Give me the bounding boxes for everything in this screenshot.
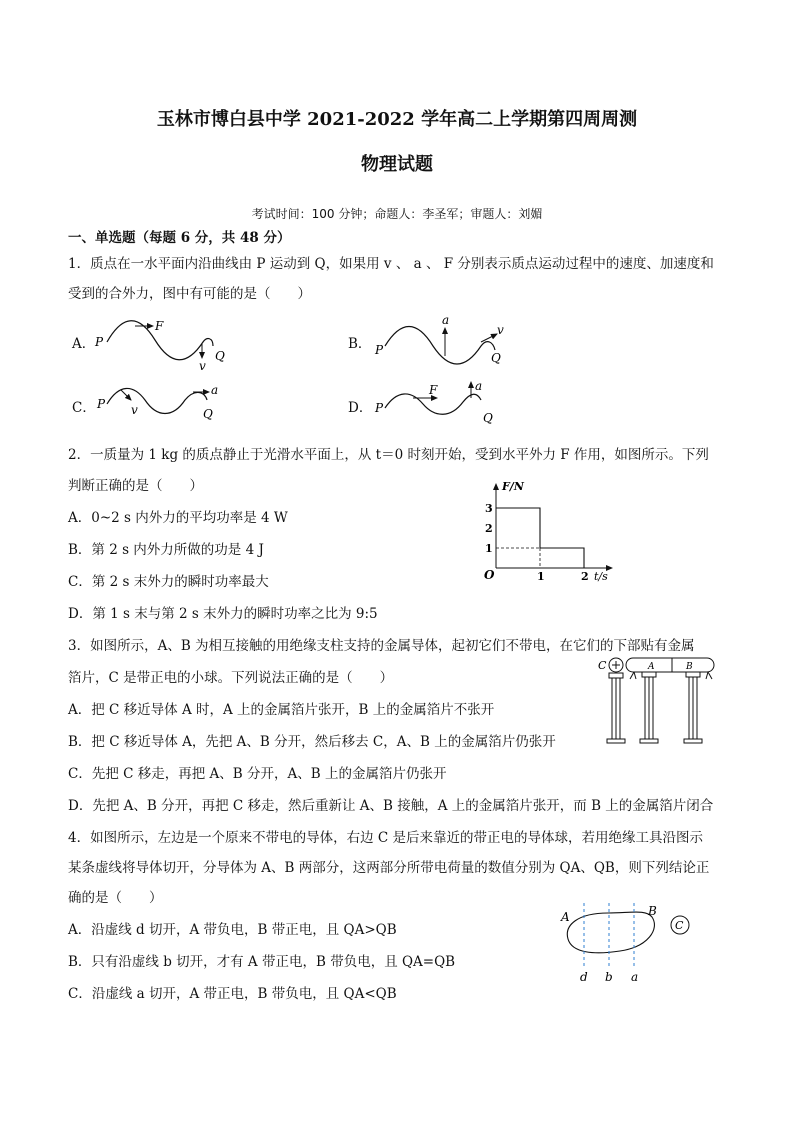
q4-label-a-line: a: [631, 970, 639, 984]
q1-diagram-d: [373, 378, 513, 438]
chart-y-label: F/N: [502, 480, 524, 493]
q4-option-c: C．沿虚线 a 切开，A 带正电，B 带负电，且 QA<QB: [68, 986, 397, 1002]
q2-option-d: D．第 1 s 末与第 2 s 末外力的瞬时功率之比为 9:5: [68, 606, 378, 622]
q1-option-d-label: D．: [348, 400, 373, 416]
q1b-label-v: v: [497, 323, 504, 337]
q1d-label-f: F: [429, 383, 438, 397]
q3-stem-line1: 3．如图所示，A、B 为相互接触的用绝缘支柱支持的金属导体，起初它们不带电，在它们的下部贴有金属: [68, 638, 695, 654]
chart-y-tick-1: 1: [485, 542, 493, 555]
q2-stem-line1: 2．一质量为 1 kg 的质点静止于光滑水平面上，从 t＝0 时刻开始，受到水平外力 F 作用，如图所示。下列: [68, 447, 709, 463]
q1a-label-f: F: [155, 319, 164, 333]
q3-conductor-diagram: [596, 655, 716, 745]
q4-conductor-diagram: [558, 903, 698, 983]
q4-stem-line2: 某条虚线将导体切开，分导体为 A、B 两部分，这两部分所带电荷量的数值分别为 QA、QB，则下列结论正: [68, 860, 710, 876]
q1-option-c-label: C．: [72, 400, 96, 416]
q4-stem-line1: 4．如图所示，左边是一个原来不带电的导体，右边 C 是后来靠近的带正电的导体球，若用绝缘工具沿图示: [68, 830, 703, 846]
q1d-label-q: Q: [483, 411, 493, 425]
q1b-label-p: P: [375, 343, 384, 357]
q3-option-a: A．把 C 移近导体 A 时，A 上的金属箔片张开，B 上的金属箔片不张开: [68, 702, 495, 718]
q3-option-c: C．先把 C 移走，再把 A、B 分开，A、B 上的金属箔片仍张开: [68, 766, 447, 782]
q2-stem-line2: 判断正确的是（ ）: [68, 478, 203, 494]
q1a-label-q: Q: [215, 349, 225, 363]
q4-label-a-part: A: [561, 910, 570, 924]
chart-origin: O: [484, 568, 495, 582]
q3-label-a: A: [648, 662, 655, 672]
q4-label-b-line: b: [605, 970, 613, 984]
q1c-label-a: a: [211, 383, 219, 397]
q1a-label-p: P: [95, 335, 104, 349]
q4-option-b: B．只有沿虚线 b 切开，才有 A 带正电，B 带负电，且 QA=QB: [68, 954, 456, 970]
q1-diagram-b: [373, 312, 513, 372]
q1a-label-v: v: [199, 359, 206, 373]
exam-subtitle: 物理试题: [361, 154, 433, 175]
section-heading: 一、单选题（每题 6 分，共 48 分）: [68, 230, 291, 246]
chart-y-tick-2: 2: [485, 522, 493, 535]
q3-label-c: C: [598, 659, 607, 672]
q3-option-d: D．先把 A、B 分开，再把 C 移走，然后重新让 A、B 接触，A 上的金属箔片张开，而 B 上的金属箔片闭合: [68, 798, 714, 814]
q3-label-b: B: [686, 662, 693, 672]
q4-option-a: A．沿虚线 d 切开，A 带负电，B 带正电，且 QA>QB: [68, 922, 397, 938]
q2-option-a: A．0~2 s 内外力的平均功率是 4 W: [68, 510, 288, 526]
q1b-label-a: a: [442, 313, 450, 327]
q4-label-b-part: B: [648, 904, 657, 918]
q1-option-a-label: A．: [72, 336, 96, 352]
q2-option-c: C．第 2 s 末外力的瞬时功率最大: [68, 574, 269, 590]
q3-stem-line2: 箔片，C 是带正电的小球。下列说法正确的是（ ）: [68, 670, 394, 686]
q1-diagram-a: [95, 316, 235, 376]
exam-info: 考试时间：100 分钟；命题人：李圣军；审题人：刘媚: [251, 207, 543, 221]
chart-x-label: t/s: [594, 570, 608, 583]
q1-stem-line2: 受到的合外力，图中有可能的是（ ）: [68, 286, 311, 302]
q1c-label-q: Q: [203, 407, 213, 421]
q4-label-c-ball: C: [675, 919, 684, 932]
chart-x-tick-2: 2: [581, 570, 589, 583]
chart-y-tick-3: 3: [485, 502, 493, 515]
q4-stem-line3: 确的是（ ）: [68, 890, 163, 906]
q1c-label-p: P: [97, 397, 106, 411]
q1-option-b-label: B．: [348, 336, 372, 352]
q1d-label-a: a: [475, 379, 483, 393]
exam-title: 玉林市博白县中学 2021-2022 学年高二上学期第四周周测: [156, 109, 638, 130]
q2-force-time-chart: [480, 480, 620, 582]
q3-option-b: B．把 C 移近导体 A，先把 A、B 分开，然后移去 C，A、B 上的金属箔片仍张开: [68, 734, 556, 750]
q1c-label-v: v: [131, 403, 138, 417]
q1-diagram-c: [95, 378, 235, 438]
chart-x-tick-1: 1: [537, 570, 545, 583]
q1-stem-line1: 1．质点在一水平面内沿曲线由 P 运动到 Q，如果用 v 、 a 、 F 分别表示质点运动过程中的速度、加速度和: [68, 256, 714, 272]
q2-option-b: B．第 2 s 内外力所做的功是 4 J: [68, 542, 264, 558]
q1d-label-p: P: [375, 401, 384, 415]
q4-label-d: d: [580, 970, 588, 984]
q1b-label-q: Q: [491, 351, 501, 365]
